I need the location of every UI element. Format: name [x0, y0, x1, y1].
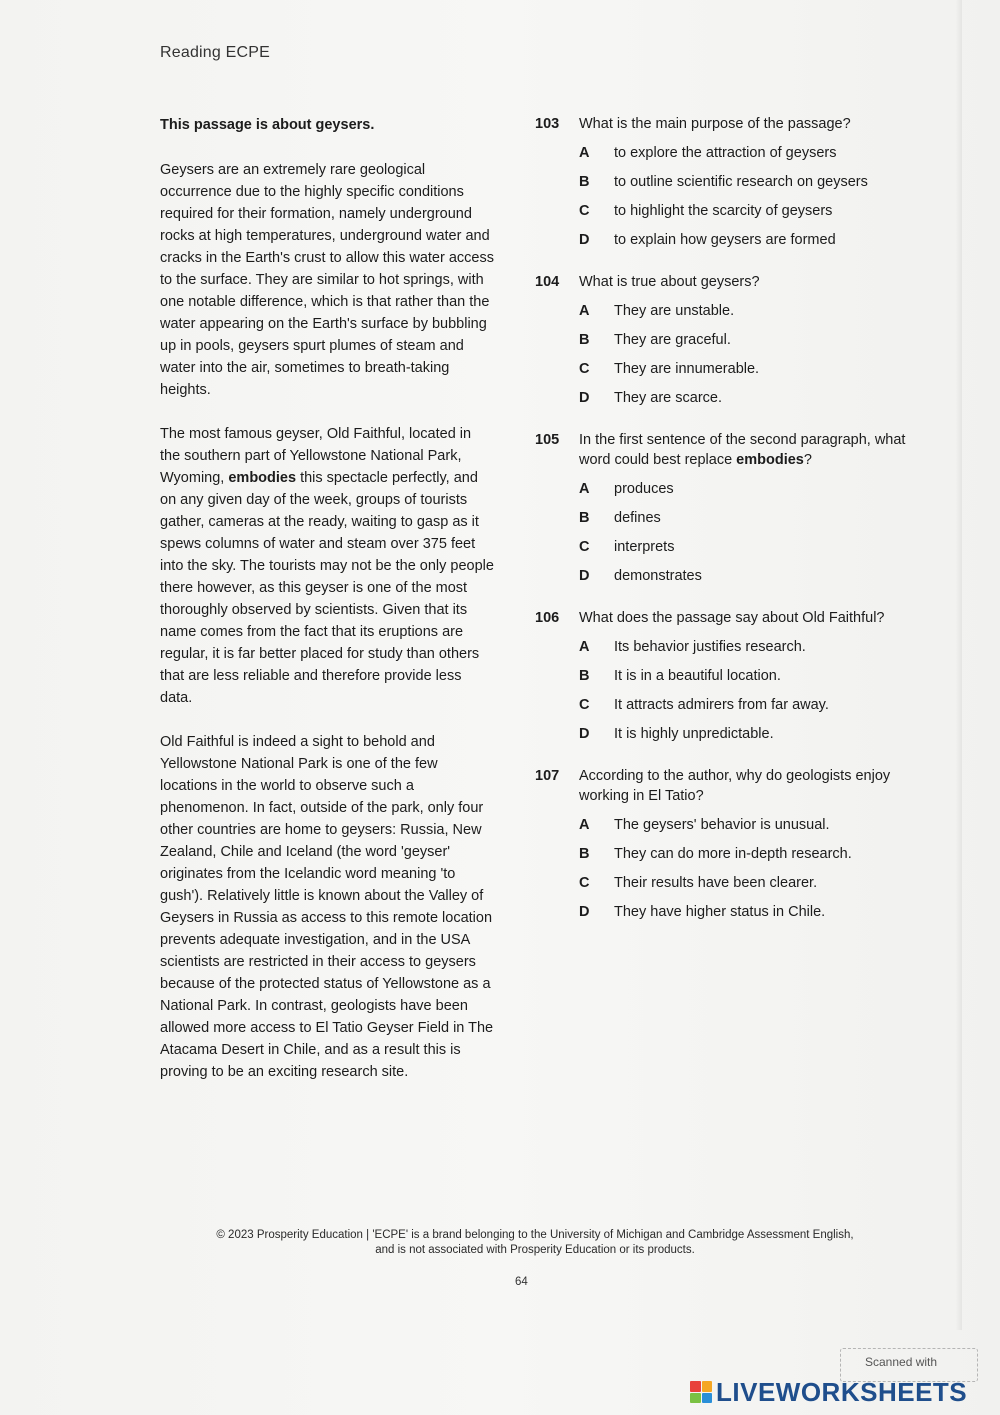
question-103 [535, 114, 910, 250]
question-number: 104 [535, 274, 560, 290]
option-letter: A [579, 817, 590, 833]
answer-option[interactable] [535, 902, 910, 922]
question-text-part: ? [803, 452, 812, 468]
option-letter: C [579, 697, 590, 713]
page-number: 64 [515, 1276, 528, 1288]
question-text: What is the main purpose of the passage? [579, 116, 851, 132]
option-letter: D [579, 232, 590, 248]
option-letter: B [579, 846, 590, 862]
answer-option[interactable] [535, 844, 910, 864]
option-text: It is in a beautiful location. [614, 668, 781, 684]
question-text-part: In the first sentence of the second paragraph, what word could best replace [579, 432, 906, 468]
option-letter: D [579, 726, 590, 742]
answer-option[interactable] [535, 359, 910, 379]
liveworksheets-brand: LIVEWORKSHEETS [716, 1377, 968, 1407]
option-text: It is highly unpredictable. [614, 726, 774, 742]
option-text: to explain how geysers are formed [614, 232, 836, 248]
question-107 [535, 766, 910, 922]
option-letter: B [579, 510, 590, 526]
question-text: According to the author, why do geologists enjoy working in El Tatio? [579, 768, 891, 804]
question-105 [535, 430, 910, 586]
option-text: interprets [614, 539, 675, 555]
option-text: They are unstable. [614, 303, 735, 319]
answer-option[interactable] [535, 508, 910, 528]
question-number: 106 [535, 610, 560, 626]
option-letter: A [579, 145, 590, 161]
option-text: to outline scientific research on geysers [614, 174, 868, 190]
answer-option[interactable] [535, 666, 910, 686]
option-text: They are graceful. [614, 332, 731, 348]
option-text: to explore the attraction of geysers [614, 145, 837, 161]
answer-option[interactable] [535, 566, 910, 586]
option-text: Its behavior justifies research. [614, 639, 806, 655]
option-letter: C [579, 539, 590, 555]
option-letter: C [579, 361, 590, 377]
option-letter: A [579, 639, 590, 655]
question-text: What does the passage say about Old Faithful? [579, 610, 885, 626]
option-text: They can do more in-depth research. [614, 846, 852, 862]
option-letter: D [579, 904, 590, 920]
question-104 [535, 272, 910, 408]
option-text: The geysers' behavior is unusual. [614, 817, 830, 833]
answer-option[interactable] [535, 695, 910, 715]
option-text: to highlight the scarcity of geysers [614, 203, 833, 219]
option-letter: D [579, 568, 590, 584]
option-letter: B [579, 174, 590, 190]
question-number: 105 [535, 432, 560, 448]
option-text: It attracts admirers from far away. [614, 697, 829, 713]
question-number: 107 [535, 768, 560, 784]
page-header: Reading ECPE [160, 44, 271, 61]
option-text: They have higher status in Chile. [614, 904, 826, 920]
liveworksheets-watermark[interactable] [690, 1377, 967, 1407]
page-edge-shadow [956, 0, 962, 1330]
option-letter: C [579, 875, 590, 891]
answer-option[interactable] [535, 172, 910, 192]
answer-option[interactable] [535, 230, 910, 250]
highlighted-word: embodies [228, 470, 297, 486]
question-text [579, 430, 910, 470]
answer-option[interactable] [535, 637, 910, 657]
copyright-footer [150, 1228, 920, 1258]
paragraph-text: this spectacle perfectly, and on any given day of the week, groups of tourists gather, cameras at the ready, waiting to gasp as it spews columns of water and steam over 375 feet into the sky. The tourists may not be the only people there however, as this geyser is one of the most thoroughly observed by scientists. Given that its name comes from the fact that its eruptions are regular, it is far better placed for study than others that are less reliable and therefore provide less data. [160, 470, 494, 706]
option-text: They are innumerable. [614, 361, 760, 377]
question-106 [535, 608, 910, 744]
option-text: They are scarce. [614, 390, 722, 406]
answer-option[interactable] [535, 724, 910, 744]
option-letter: D [579, 390, 590, 406]
option-letter: A [579, 303, 590, 319]
answer-option[interactable] [535, 301, 910, 321]
option-text: demonstrates [614, 568, 702, 584]
liveworksheets-logo-icon [690, 1381, 712, 1403]
option-text: Their results have been clearer. [614, 875, 818, 891]
scanned-label: Scanned with [865, 1355, 938, 1369]
answer-option[interactable] [535, 330, 910, 350]
passage-title: This passage is about geysers. [160, 117, 375, 133]
passage-paragraph-2 [160, 423, 495, 709]
option-text: defines [614, 510, 661, 526]
answer-option[interactable] [535, 201, 910, 221]
answer-option[interactable] [535, 873, 910, 893]
question-number: 103 [535, 116, 560, 132]
reading-passage [160, 117, 495, 1105]
passage-paragraph-1: Geysers are an extremely rare geological occurrence due to the highly specific conditions required for their formation, namely underground rocks at high temperatures, underground water and cracks in the Earth's crust to allow this water access to the surface. They are similar to hot springs, with one notable difference, which is that rather than the water appearing on the Earth's surface by bubbling up in pools, geysers spurt plumes of steam and water into the air, sometimes to breath-taking heights. [160, 162, 494, 398]
answer-option[interactable] [535, 815, 910, 835]
answer-option[interactable] [535, 537, 910, 557]
option-text: produces [614, 481, 674, 497]
answer-option[interactable] [535, 388, 910, 408]
answer-option[interactable] [535, 143, 910, 163]
answer-option[interactable] [535, 479, 910, 499]
questions-column [535, 114, 910, 944]
passage-paragraph-3: Old Faithful is indeed a sight to behold and Yellowstone National Park is one of the few locations in the world to observe such a phenomenon. In fact, outside of the park, only four other countries are home to geysers: Russia, New Zealand, Chile and Iceland (the word 'geyser' originates from the Icelandic word meaning 'to gush'). Relatively little is known about the Valley of Geysers in Russia as access to this remote location prevents adequate investigation, and in the USA scientists are restricted in their access to geysers because of the protected status of Yellowstone as a National Park. In contrast, geologists have been allowed more access to El Tatio Geyser Field in The Atacama Desert in Chile, and as a result this is proving to be an exciting research site. [160, 734, 494, 1080]
highlighted-word: embodies [736, 452, 804, 468]
copyright-line: © 2023 Prosperity Education | 'ECPE' is a brand belonging to the University of Michigan and Cambridge Assessment English, [216, 1229, 854, 1241]
paragraph-text: The most famous geyser, Old Faithful, located in the southern part of Yellowstone National Park, Wyoming, [160, 426, 472, 486]
option-letter: C [579, 203, 590, 219]
question-text: What is true about geysers? [579, 274, 760, 290]
copyright-line: and is not associated with Prosperity Education or its products. [375, 1244, 695, 1256]
option-letter: B [579, 668, 590, 684]
option-letter: B [579, 332, 590, 348]
option-letter: A [579, 481, 590, 497]
